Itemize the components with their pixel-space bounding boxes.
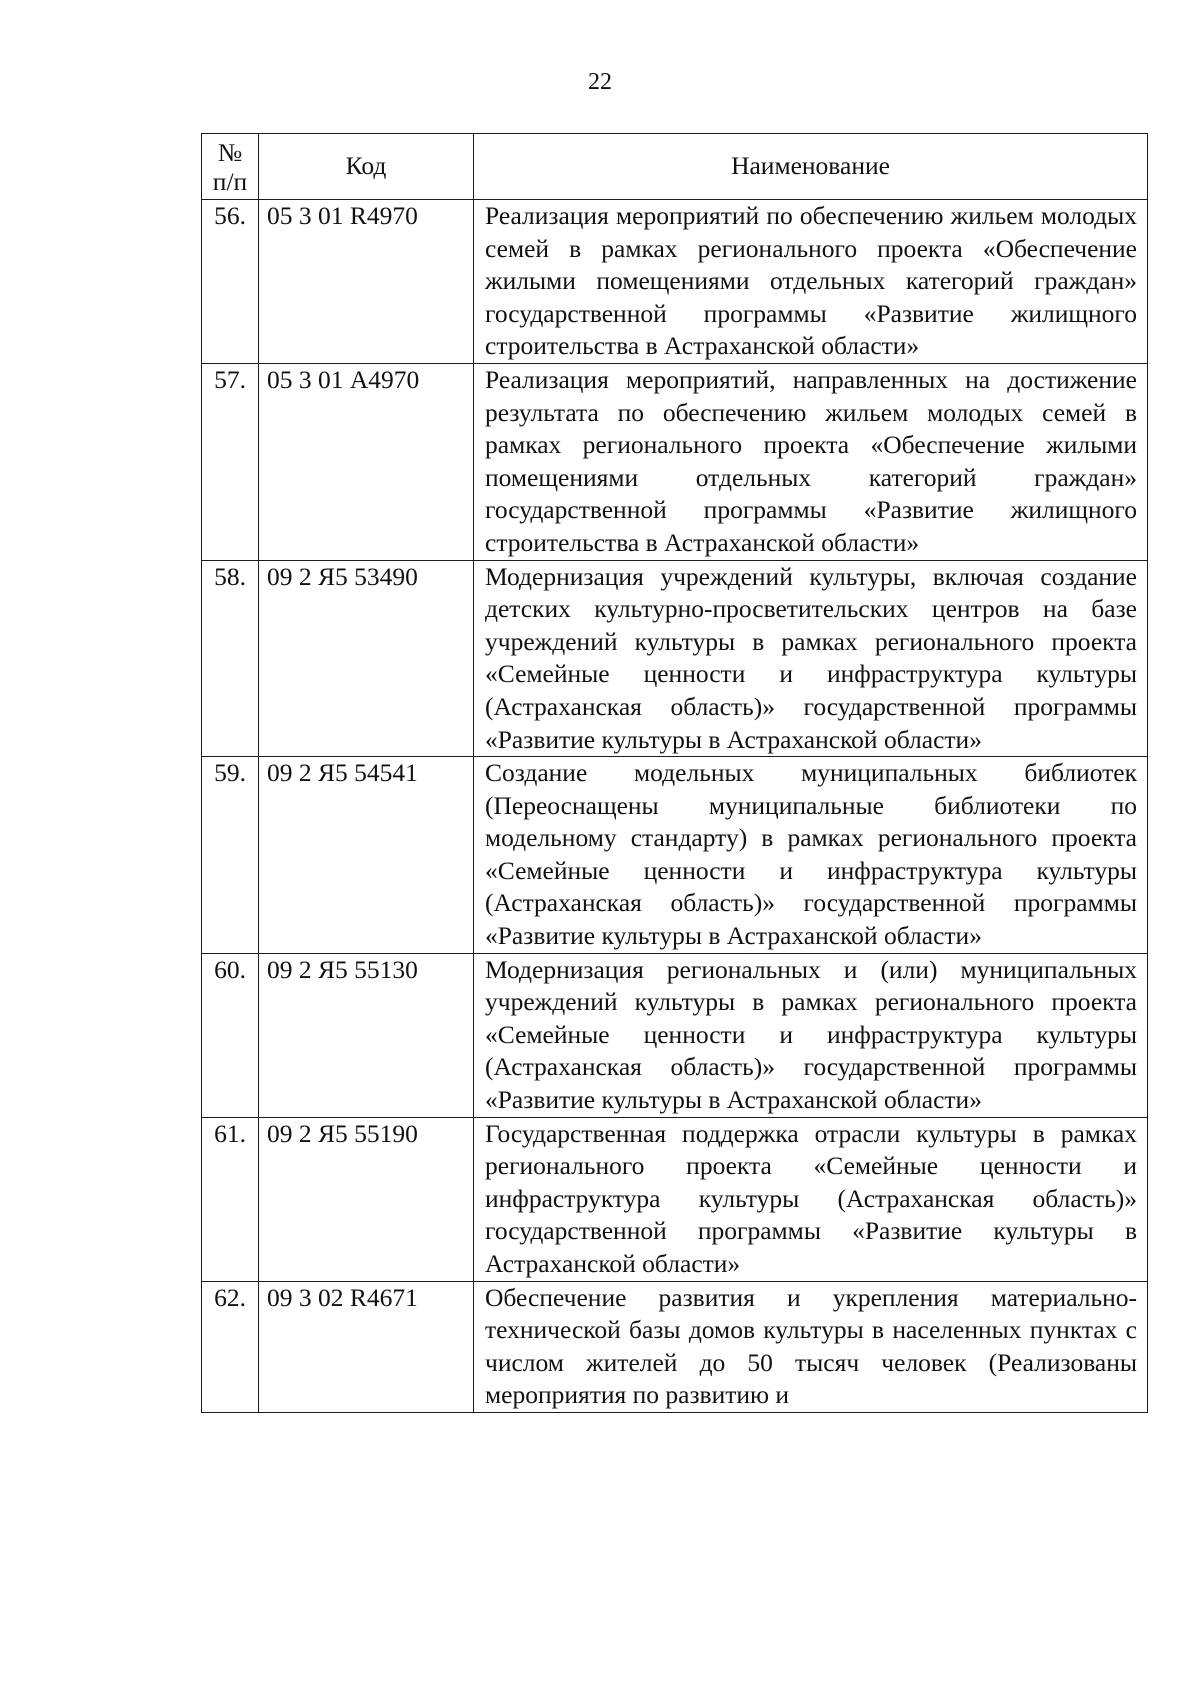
- row-number: 62.: [202, 1281, 259, 1412]
- table-row: [202, 1281, 1148, 1412]
- table-header: [202, 134, 1148, 200]
- table-row: [202, 363, 1148, 560]
- table-row: [202, 200, 1148, 364]
- row-name: Реализация мероприятий, направленных на достижение результата по обеспечению жильем молодых семей в рамках регионального проекта «Обеспечение жилыми помещениями отдельных категорий граждан» государственной программы «Развитие жилищного строительства в Астраханской области»: [474, 363, 1148, 560]
- row-number: 57.: [202, 363, 259, 560]
- header-code: Код: [259, 134, 474, 200]
- row-code: 09 3 02 R4671: [259, 1281, 474, 1412]
- row-name: Государственная поддержка отрасли культуры в рамках регионального проекта «Семейные ценности и инфраструктура культуры (Астраханская область)» государственной программы «Развитие культуры в Астраханской области»: [474, 1117, 1148, 1281]
- row-name: Обеспечение развития и укрепления материально-технической базы домов культуры в населенных пунктах с числом жителей до 50 тысяч человек (Реализованы мероприятия по развитию и: [474, 1281, 1148, 1412]
- row-name: Создание модельных муниципальных библиотек (Переоснащены муниципальные библиотеки по модельному стандарту) в рамках регионального проекта «Семейные ценности и инфраструктура культуры (Астраханская область)» государственной программы «Развитие культуры в Астраханской области»: [474, 757, 1148, 954]
- row-code: 09 2 Я5 53490: [259, 560, 474, 757]
- table-body: [202, 200, 1148, 1413]
- row-name: Модернизация региональных и (или) муниципальных учреждений культуры в рамках регионального проекта «Семейные ценности и инфраструктура культуры (Астраханская область)» государственной программы «Развитие культуры в Астраханской области»: [474, 953, 1148, 1117]
- header-row: [202, 134, 1148, 200]
- classification-table: [201, 133, 1148, 1413]
- row-number: 60.: [202, 953, 259, 1117]
- row-number: 56.: [202, 200, 259, 364]
- row-code: 09 2 Я5 55190: [259, 1117, 474, 1281]
- row-code: 05 3 01 А4970: [259, 363, 474, 560]
- row-name: Реализация мероприятий по обеспечению жильем молодых семей в рамках регионального проекта «Обеспечение жилыми помещениями отдельных категорий граждан» государственной программы «Развитие жилищного строительства в Астраханской области»: [474, 200, 1148, 364]
- row-number: 61.: [202, 1117, 259, 1281]
- row-name: Модернизация учреждений культуры, включая создание детских культурно-просветительских центров на базе учреждений культуры в рамках регионального проекта «Семейные ценности и инфраструктура культуры (Астраханская область)» государственной программы «Развитие культуры в Астраханской области»: [474, 560, 1148, 757]
- header-name: Наименование: [474, 134, 1148, 200]
- row-code: 09 2 Я5 55130: [259, 953, 474, 1117]
- table-row: [202, 560, 1148, 757]
- row-number: 58.: [202, 560, 259, 757]
- header-number-sign: №: [217, 137, 243, 167]
- row-code: 05 3 01 R4970: [259, 200, 474, 364]
- page-number: 22: [588, 69, 612, 95]
- table-row: [202, 757, 1148, 954]
- table-row: [202, 1117, 1148, 1281]
- header-number: [202, 134, 259, 200]
- header-number-abbr: п/п: [212, 166, 248, 196]
- table-row: [202, 953, 1148, 1117]
- row-number: 59.: [202, 757, 259, 954]
- row-code: 09 2 Я5 54541: [259, 757, 474, 954]
